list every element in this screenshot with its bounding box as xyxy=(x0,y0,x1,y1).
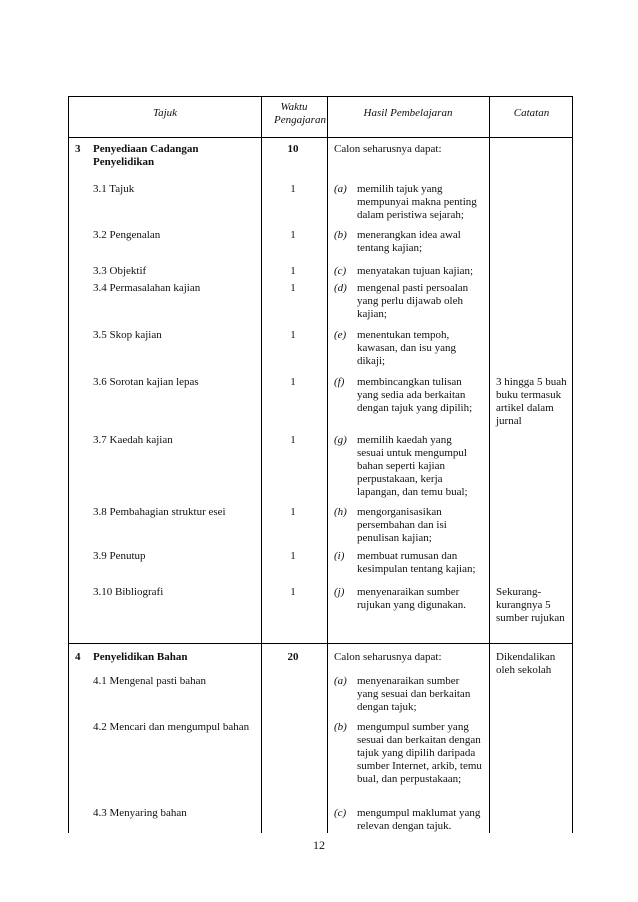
topic-3-9: 3.9 Penutup xyxy=(93,550,146,562)
time-3-10: 1 xyxy=(290,586,296,598)
item-letter: (d) xyxy=(334,282,347,294)
item-letter: (f) xyxy=(334,376,345,388)
time-3-9: 1 xyxy=(290,550,296,562)
item-letter: (b) xyxy=(334,721,347,733)
topic-3-3: 3.3 Objektif xyxy=(93,265,147,277)
topic-3-4: 3.4 Permasalahan kajian xyxy=(93,282,201,294)
topic-4-2: 4.2 Mencari dan mengumpul bahan xyxy=(93,721,250,733)
outcome-3-10: menyenaraikan sumber rujukan yang digunakan. xyxy=(357,586,467,611)
section-divider xyxy=(69,643,572,644)
outcome-3-4: mengenal pasti persoalan yang perlu dijawab oleh kajian; xyxy=(357,282,469,320)
section-4-time: 20 xyxy=(287,651,299,663)
section-4-number: 4 xyxy=(75,651,81,663)
outcome-3-1: memilih tajuk yang mempunyai makna penting dalam peristiwa sejarah; xyxy=(357,183,477,221)
syllabus-table xyxy=(68,96,573,833)
topic-4-1: 4.1 Mengenal pasti bahan xyxy=(93,675,207,687)
time-3-2: 1 xyxy=(290,229,296,241)
outcome-4-2: mengumpul sumber yang sesuai dan berkaitan dengan tajuk yang dipilih daripada sumber Internet, arkib, temu bual, dan perpustakaan; xyxy=(357,721,482,785)
topic-3-5: 3.5 Skop kajian xyxy=(93,329,162,341)
section-3-number: 3 xyxy=(75,143,81,155)
column-divider xyxy=(489,97,490,833)
outcome-3-8: mengorganisasikan persembahan dan isi penulisan kajian; xyxy=(357,506,447,544)
time-3-3: 1 xyxy=(290,265,296,277)
header-divider xyxy=(69,137,572,138)
header-tajuk: Tajuk xyxy=(152,107,178,119)
time-3-5: 1 xyxy=(290,329,296,341)
topic-3-6: 3.6 Sorotan kajian lepas xyxy=(93,376,199,388)
time-3-1: 1 xyxy=(290,183,296,195)
section-3-time: 10 xyxy=(287,143,299,155)
page-number: 12 xyxy=(313,838,325,852)
item-letter: (j) xyxy=(334,586,345,598)
topic-3-8: 3.8 Pembahagian struktur esei xyxy=(93,506,226,518)
item-letter: (c) xyxy=(334,807,347,819)
time-3-7: 1 xyxy=(290,434,296,446)
item-letter: (i) xyxy=(334,550,345,562)
item-letter: (a) xyxy=(334,675,347,687)
outcome-4-3: mengumpul maklumat yang relevan dengan tajuk. xyxy=(357,807,481,832)
header-catatan: Catatan xyxy=(513,107,550,119)
topic-3-1: 3.1 Tajuk xyxy=(93,183,135,195)
section-3-title: Penyediaan Cadangan Penyelidikan xyxy=(93,143,199,168)
outcome-3-2: menerangkan idea awal tentang kajian; xyxy=(357,229,461,254)
outcome-3-7: memilih kaedah yang sesuai untuk mengumpul bahan seperti kajian perpustakaan, kerja lapangan, dan temu bual; xyxy=(357,434,468,498)
note-3-6: 3 hingga 5 buah buku termasuk artikel dalam jurnal xyxy=(496,376,567,427)
topic-3-7: 3.7 Kaedah kajian xyxy=(93,434,173,446)
item-letter: (g) xyxy=(334,434,347,446)
header-hasil: Hasil Pembelajaran xyxy=(363,107,453,119)
outcome-3-9: membuat rumusan dan kesimpulan tentang kajian; xyxy=(357,550,476,575)
time-3-8: 1 xyxy=(290,506,296,518)
topic-3-2: 3.2 Pengenalan xyxy=(93,229,161,241)
section-3-intro: Calon seharusnya dapat: xyxy=(334,143,442,155)
outcome-3-3: menyatakan tujuan kajian; xyxy=(357,265,474,277)
section-4-title: Penyelidikan Bahan xyxy=(93,651,188,663)
time-3-6: 1 xyxy=(290,376,296,388)
column-divider xyxy=(327,97,328,833)
note-3-10: Sekurang-kurangnya 5 sumber rujukan xyxy=(496,586,565,624)
outcome-3-5: menentukan tempoh, kawasan, dan isu yang dikaji; xyxy=(357,329,456,367)
item-letter: (e) xyxy=(334,329,347,341)
item-letter: (h) xyxy=(334,506,347,518)
outcome-4-1: menyenaraikan sumber yang sesuai dan berkaitan dengan tajuk; xyxy=(357,675,471,713)
column-divider xyxy=(261,97,262,833)
section-4-note: Dikendalikan oleh sekolah xyxy=(496,651,556,676)
topic-4-3: 4.3 Menyaring bahan xyxy=(93,807,187,819)
outcome-3-6: membincangkan tulisan yang sedia ada berkaitan dengan tajuk yang dipilih; xyxy=(357,376,473,414)
item-letter: (a) xyxy=(334,183,347,195)
topic-3-10: 3.10 Bibliografi xyxy=(93,586,164,598)
item-letter: (b) xyxy=(334,229,347,241)
header-waktu: Waktu Pengajaran xyxy=(274,101,326,126)
time-3-4: 1 xyxy=(290,282,296,294)
section-4-intro: Calon seharusnya dapat: xyxy=(334,651,442,663)
item-letter: (c) xyxy=(334,265,347,277)
